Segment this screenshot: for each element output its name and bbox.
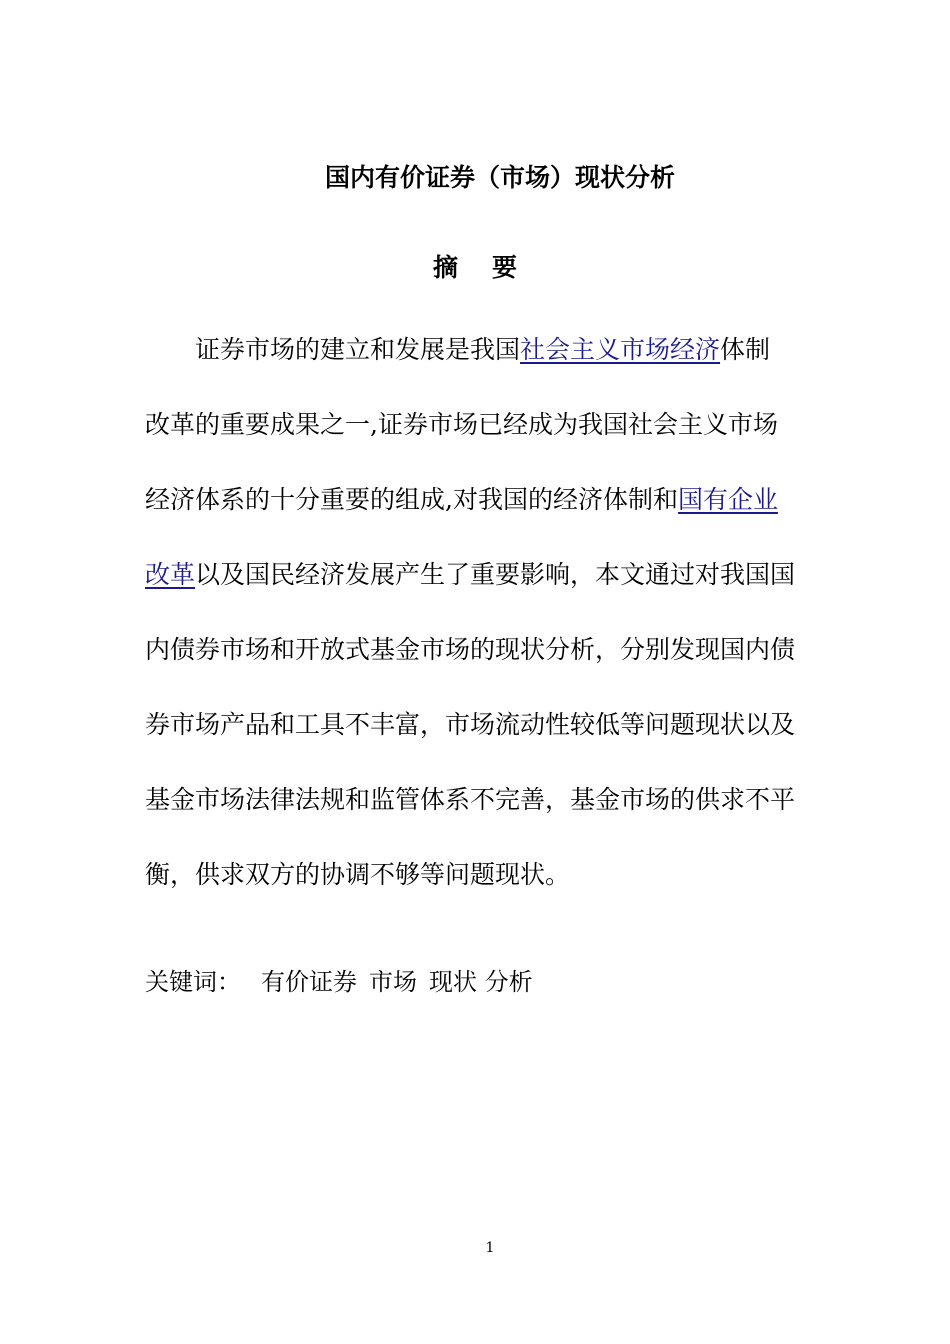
- abstract-text: 衡，供求双方的协调不够等问题现状。: [145, 860, 571, 889]
- keyword-item: 有价证券: [261, 968, 357, 996]
- abstract-text: 以及国民经济发展产生了重要影响，本文通过对我国国: [195, 560, 796, 589]
- abstract-heading-char-2: 要: [492, 253, 518, 282]
- abstract-text: 证券市场的建立和发展是我国: [195, 335, 521, 364]
- abstract-line: [145, 837, 810, 912]
- abstract-text: 券市场产品和工具不丰富，市场流动性较低等问题现状以及: [145, 710, 796, 739]
- abstract-heading-char-1: 摘: [432, 253, 458, 282]
- keywords-line: [145, 962, 845, 1002]
- abstract-line: [145, 387, 810, 462]
- abstract-line: [145, 612, 810, 687]
- abstract-line: [145, 537, 810, 612]
- abstract-text: 内债券市场和开放式基金市场的现状分析，分别发现国内债: [145, 635, 796, 664]
- keyword-item: 现状 分析: [429, 968, 533, 996]
- keywords-label: 关键词：: [145, 968, 241, 996]
- abstract-line: [145, 462, 810, 537]
- abstract-heading: [0, 248, 950, 288]
- abstract-text: 经济体系的十分重要的组成,对我国的经济体制和: [145, 485, 678, 514]
- abstract-line: [145, 312, 810, 387]
- abstract-line: [145, 762, 810, 837]
- abstract-text: 改革的重要成果之一,证券市场已经成为我国社会主义市场: [145, 410, 778, 439]
- hyperlink-text[interactable]: 国有企业: [677, 485, 778, 514]
- page-number: 1: [485, 1240, 495, 1256]
- abstract-body: [145, 312, 810, 912]
- keyword-item: 市场: [369, 968, 417, 996]
- abstract-line: [145, 687, 810, 762]
- page-title: 国内有价证券（市场）现状分析: [324, 163, 675, 192]
- abstract-text: 基金市场法律法规和监管体系不完善，基金市场的供求不平: [145, 785, 796, 814]
- hyperlink-text[interactable]: 改革: [145, 560, 196, 589]
- abstract-text: 体制: [720, 335, 771, 364]
- hyperlink-text[interactable]: 社会主义市场经济: [520, 335, 721, 364]
